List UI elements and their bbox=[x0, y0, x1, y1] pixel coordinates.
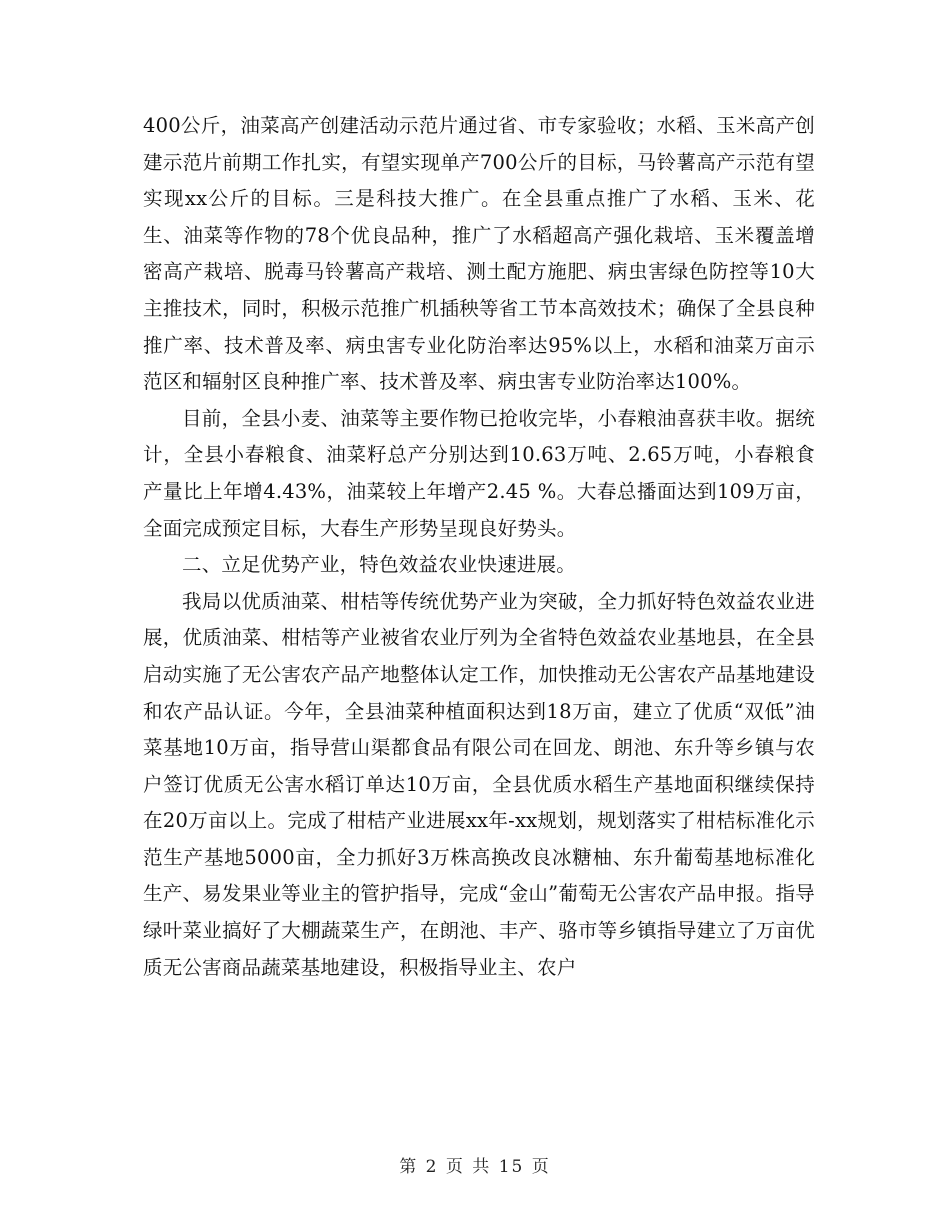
paragraph-3: 我局以优质油菜、柑桔等传统优势产业为突破，全力抓好特色效益农业进展，优质油菜、柑桔等产业被省农业厅列为全省特色效益农业基地县，在全县启动实施了无公害农产品产地整体认定工作，加快推动无公害农产品基地建设和农产品认证。今年，全县油菜种植面积达到18万亩，建立了优质“双低”油菜基地10万亩，指导营山渠都食品有限公司在回龙、朗池、东升等乡镇与农户签订优质无公害水稻订单达10万亩，全县优质水稻生产基地面积继续保持在20万亩以上。完成了柑桔产业进展xx年-xx规划，规划落实了柑桔标准化示范生产基地5000亩，全力抓好3万株高换改良冰糖柚、东升葡萄基地标准化生产、易发果业等业主的管护指导，完成“金山”葡萄无公害农产品申报。指导绿叶菜业搞好了大棚蔬菜生产，在朗池、丰产、骆市等乡镇指导建立了万亩优质无公害商品蔬菜基地建设，积极指导业主、农户 bbox=[143, 589, 815, 979]
section-heading: 二、立足优势产业，特色效益农业快速进展。 bbox=[182, 553, 577, 577]
paragraph-2: 目前，全县小麦、油菜等主要作物已抢收完毕，小春粮油喜获丰收。据统计，全县小春粮食、油菜籽总产分别达到10.63万吨、2.65万吨，小春粮食产量比上年增4.43%，油菜较上年增产2.45 %。大春总播面达到109万亩，全面完成预定目标，大春生产形势呈现良好势头。 bbox=[143, 406, 815, 540]
paragraph-1: 400公斤，油菜高产创建活动示范片通过省、市专家验收；水稻、玉米高产创建示范片前期工作扎实，有望实现单产700公斤的目标，马铃薯高产示范有望实现xx公斤的目标。三是科技大推广。在全县重点推广了水稻、玉米、花生、油菜等作物的78个优良品种，推广了水稻超高产强化栽培、玉米覆盖增密高产栽培、脱毒马铃薯高产栽培、测土配方施肥、病虫害绿色防控等10大主推技术，同时，积极示范推广机插秧等省工节本高效技术；确保了全县良种推广率、技术普及率、病虫害专业化防治率达95%以上，水稻和油菜万亩示范区和辐射区良种推广率、技术普及率、病虫害专业防治率达100%。 bbox=[143, 114, 815, 394]
page-footer: 第 2 页 共 15 页 bbox=[399, 1157, 551, 1177]
document-body bbox=[143, 108, 815, 986]
